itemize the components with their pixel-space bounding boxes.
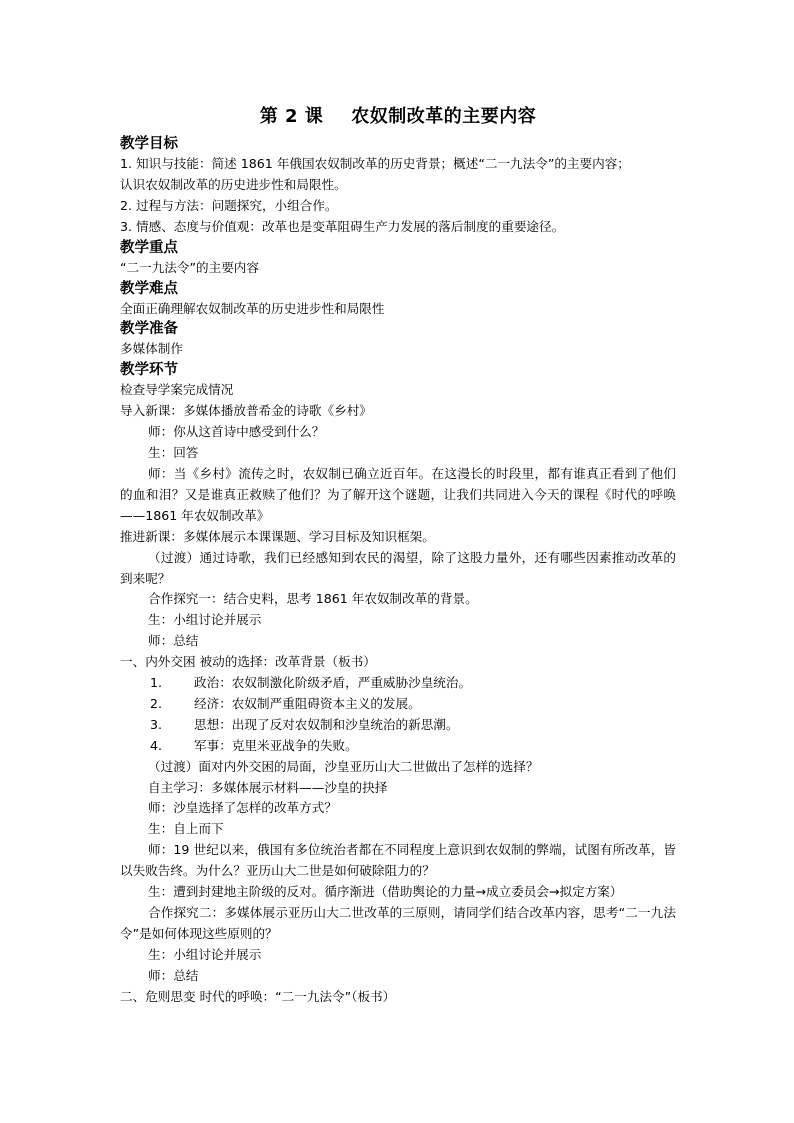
lesson-topic: 农奴制改革的主要内容 xyxy=(351,106,537,127)
focus-heading: 教学重点 xyxy=(120,239,178,256)
process-line: 师：总结 xyxy=(148,967,199,983)
list-item xyxy=(120,673,676,694)
difficulty-heading: 教学难点 xyxy=(120,280,178,297)
list-item xyxy=(120,736,676,757)
page-title xyxy=(120,106,676,128)
list-text: 经济：农奴制严重阻碍资本主义的发展。 xyxy=(194,695,421,711)
list-number: 4. xyxy=(150,737,163,753)
list-text: 政治：农奴制激化阶级矛盾，严重威胁沙皇统治。 xyxy=(194,675,472,691)
difficulty-text: 全面正确理解农奴制改革的历史进步性和局限性 xyxy=(120,300,385,316)
document-page xyxy=(120,106,676,1008)
process-line: 检查导学案完成情况 xyxy=(120,382,234,398)
objective-1-line-1: 1. 知识与技能：简述 1861 年俄国农奴制改革的历史背景；概述“二一九法令”的主要内容； xyxy=(120,156,630,171)
focus-text: “二一九法令”的主要内容 xyxy=(120,259,259,275)
list-number: 1. xyxy=(150,675,163,691)
process-heading: 教学环节 xyxy=(120,362,178,379)
process-line: 师：你从这首诗中感受到什么？ xyxy=(148,424,325,440)
list-number: 3. xyxy=(150,716,163,732)
process-line: 生：自上而下 xyxy=(148,821,224,837)
process-line: 生：回答 xyxy=(148,445,199,461)
process-line: 师：总结 xyxy=(148,633,199,649)
list-text: 军事：克里米亚战争的失败。 xyxy=(194,737,358,753)
list-number: 2. xyxy=(150,695,163,711)
process-paragraph: 合作探究二：多媒体展示亚历山大二世改革的三原则，请同学们结合改革内容，思考“二一九法令”是如何体现这些原则的？ xyxy=(120,905,676,941)
process-paragraph: （过渡）通过诗歌，我们已经感知到农民的渴望，除了这股力量外，还有哪些因素推动改革的到来呢？ xyxy=(120,549,676,586)
process-line: 推进新课：多媒体展示本课课题、学习目标及知识框架。 xyxy=(120,528,435,544)
process-line: 生：遭到封建地主阶级的反对。循序渐进（借助舆论的力量→成立委员会→拟定方案） xyxy=(148,884,623,900)
process-line: 导入新课：多媒体播放普希金的诗歌《乡村》 xyxy=(120,403,372,419)
board-heading-2: 二、危则思变 时代的呼唤：“二一九法令”（板书） xyxy=(120,988,396,1004)
objective-1-line-2: 认识农奴制改革的历史进步性和局限性。 xyxy=(120,176,347,192)
process-line: 自主学习：多媒体展示材料——沙皇的抉择 xyxy=(148,779,388,795)
objective-2: 2. 过程与方法：问题探究，小组合作。 xyxy=(120,197,338,213)
list-item xyxy=(120,715,676,736)
process-line: 生：小组讨论并展示 xyxy=(148,612,262,628)
list-item xyxy=(120,694,676,715)
list-text: 思想：出现了反对农奴制和沙皇统治的新思潮。 xyxy=(194,716,459,732)
board-heading-1: 一、内外交困 被动的选择：改革背景（板书） xyxy=(120,654,376,670)
process-paragraph: 师：19 世纪以来，俄国有多位统治者都在不同程度上意识到农奴制的弊端，试图有所改革，皆以失败告终。为什么？亚历山大二世是如何破除阻力的？ xyxy=(120,842,676,879)
prep-heading: 教学准备 xyxy=(120,321,178,338)
process-line: 合作探究一：结合史料，思考 1861 年农奴制改革的背景。 xyxy=(148,591,478,607)
lesson-number: 第 2 课 xyxy=(259,106,324,127)
process-line: 生：小组讨论并展示 xyxy=(148,946,262,962)
process-line: （过渡）面对内外交困的局面，沙皇亚历山大二世做出了怎样的选择？ xyxy=(148,758,539,774)
process-line: 师：沙皇选择了怎样的改革方式？ xyxy=(148,800,337,816)
process-paragraph: 师：当《乡村》流传之时，农奴制已确立近百年。在这漫长的时段里，都有谁真正看到了他们的血和泪？又是谁真正救赎了他们？为了解开这个谜题，让我们共同进入今天的课程《时代的呼唤——1861 年农奴制改革》 xyxy=(120,465,676,523)
prep-text: 多媒体制作 xyxy=(120,341,183,357)
objective-3: 3. 情感、态度与价值观：改革也是变革阻碍生产力发展的落后制度的重要途径。 xyxy=(120,218,565,234)
objectives-heading: 教学目标 xyxy=(120,136,178,152)
